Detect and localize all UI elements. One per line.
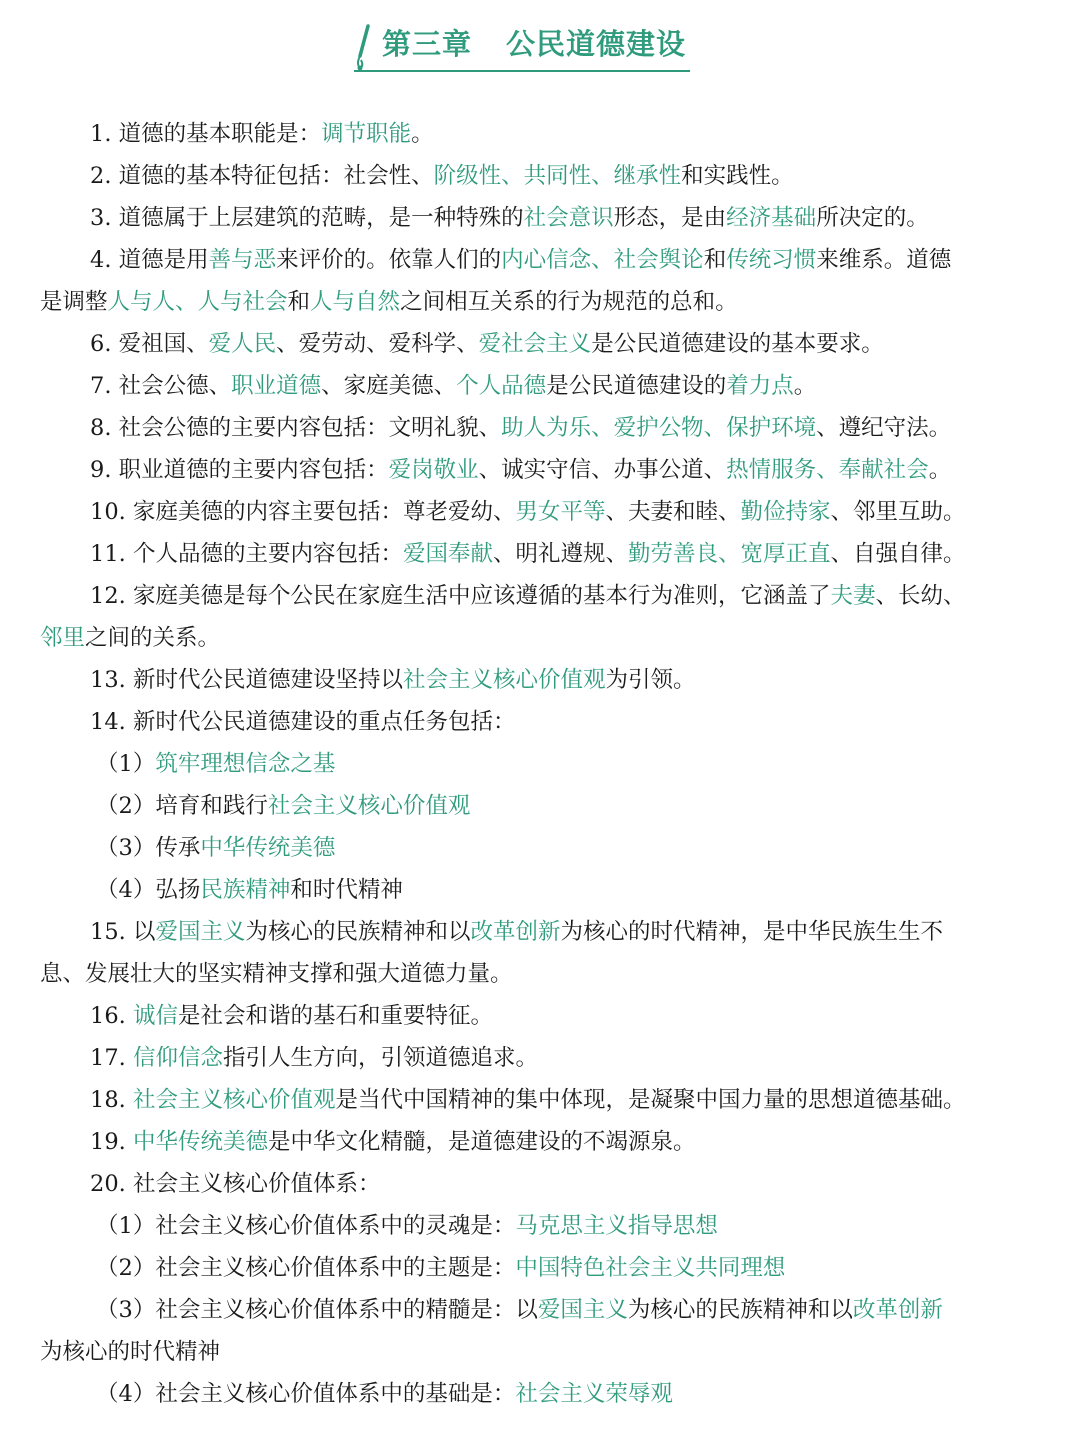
item-text: 为引领。 [605, 667, 696, 693]
list-item [40, 239, 1035, 281]
item-text: 所决定的。 [816, 205, 929, 231]
item-text: 形态，是由 [613, 205, 727, 231]
item-text: 以 [132, 919, 156, 945]
item-text: 爱祖国、 [118, 331, 209, 357]
highlight-term: 改革创新 [852, 1297, 943, 1323]
item-number: 10. [90, 499, 133, 525]
item-text: 、诚实守信、办事公道、 [478, 457, 727, 483]
chapter-name: 公民道德建设 [506, 27, 687, 61]
item-text: 为核心的时代精神 [40, 1339, 221, 1365]
item-text: 弘扬 [155, 877, 201, 903]
item-text: 之间相互关系的行为规范的总和。 [400, 289, 738, 315]
item-number: 16. [90, 1003, 133, 1029]
list-item [40, 533, 1035, 575]
list-item-continuation [40, 1331, 1035, 1373]
item-number: 12. [90, 583, 133, 609]
item-text: 社会主义核心价值体系： [132, 1171, 381, 1197]
highlight-term: 调节职能 [321, 121, 412, 147]
highlight-term: 爱国奉献 [402, 541, 493, 567]
highlight-term: 中国特色社会主义共同理想 [515, 1255, 786, 1281]
item-text: 是社会和谐的基石和重要特征。 [177, 1003, 493, 1029]
item-number: 19. [90, 1129, 133, 1155]
title-underline [354, 70, 690, 72]
item-number: 4. [90, 247, 119, 273]
highlight-term: 善与恶 [208, 247, 277, 273]
item-number: 1. [90, 121, 119, 147]
list-item [40, 197, 1035, 239]
highlight-term: 诚信 [132, 1003, 178, 1029]
highlight-term: 爱人民 [208, 331, 277, 357]
item-text: 来维系。道德 [816, 247, 952, 273]
highlight-term: 爱国主义 [155, 919, 246, 945]
highlight-term: 爱国主义 [537, 1297, 628, 1323]
highlight-term: 筑牢理想信念之基 [155, 751, 336, 777]
highlight-term: 中华传统美德 [132, 1129, 268, 1155]
item-text: 培育和践行 [155, 793, 268, 819]
item-text: 是公民道德建设的基本要求。 [591, 331, 884, 357]
highlight-term: 信仰信念 [132, 1045, 223, 1071]
item-text: 职业道德的主要内容包括： [118, 457, 389, 483]
item-number: 9. [90, 457, 119, 483]
highlight-term: 社会意识 [523, 205, 614, 231]
item-number: 15. [90, 919, 133, 945]
item-text: 。 [928, 457, 952, 483]
list-subitem [40, 743, 1035, 785]
chapter-header [348, 18, 690, 72]
item-number: （1） [96, 751, 156, 777]
highlight-term: 内心信念、社会舆论 [501, 247, 704, 273]
highlight-term: 热情服务、奉献社会 [726, 457, 929, 483]
list-item [40, 1121, 1035, 1163]
highlight-term: 民族精神 [200, 877, 291, 903]
highlight-term: 爱岗敬业 [388, 457, 479, 483]
list-subitem [40, 1247, 1035, 1289]
highlight-term: 马克思主义指导思想 [515, 1213, 718, 1239]
chapter-number: 第三章 [382, 27, 473, 61]
list-item [40, 995, 1035, 1037]
highlight-term: 改革创新 [470, 919, 561, 945]
highlight-term: 社会主义核心价值观 [132, 1087, 336, 1113]
item-text: 、家庭美德、 [321, 373, 457, 399]
list-item [40, 323, 1035, 365]
item-text: 道德的基本职能是： [118, 121, 322, 147]
list-item [40, 1079, 1035, 1121]
item-number: 13. [90, 667, 133, 693]
item-text: 道德的基本特征包括：社会性、 [118, 163, 434, 189]
item-text: 息、发展壮大的坚实精神支撑和强大道德力量。 [40, 961, 513, 987]
item-text: 来评价的。依靠人们的 [276, 247, 502, 273]
knowledge-list [40, 113, 1035, 1415]
highlight-term: 社会主义核心价值观 [402, 667, 606, 693]
list-item [40, 365, 1035, 407]
item-text: 之间的关系。 [85, 625, 221, 651]
item-text: 、爱劳动、爱科学、 [276, 331, 479, 357]
item-text: 社会主义核心价值体系中的主题是： [155, 1255, 516, 1281]
list-item [40, 911, 1035, 953]
item-text: 和 [287, 289, 311, 315]
item-number: 14. [90, 709, 133, 735]
item-number: 3. [90, 205, 119, 231]
item-text: 和 [703, 247, 727, 273]
item-number: （1） [96, 1213, 156, 1239]
item-number: 11. [90, 541, 133, 567]
item-number: 6. [90, 331, 119, 357]
item-text: 个人品德的主要内容包括： [132, 541, 403, 567]
highlight-term: 着力点 [726, 373, 794, 399]
item-number: （2） [96, 1255, 156, 1281]
item-text: 、邻里互助。 [830, 499, 966, 525]
highlight-term: 传统习惯 [726, 247, 817, 273]
highlight-term: 阶级性、共同性、继承性 [433, 163, 682, 189]
item-text: 为核心的民族精神和以 [627, 1297, 853, 1323]
highlight-term: 经济基础 [726, 205, 817, 231]
item-text: 是调整 [40, 289, 108, 315]
item-number: （4） [96, 877, 156, 903]
list-item [40, 155, 1035, 197]
item-number: 20. [90, 1171, 133, 1197]
highlight-term: 职业道德 [231, 373, 322, 399]
highlight-term: 人与自然 [310, 289, 401, 315]
list-item [40, 449, 1035, 491]
item-text: 道德属于上层建筑的范畴，是一种特殊的 [118, 205, 524, 231]
item-number: （4） [96, 1381, 156, 1407]
item-text: 、夫妻和睦、 [605, 499, 741, 525]
item-text: 传承 [155, 835, 201, 861]
item-text: 社会公德的主要内容包括：文明礼貌、 [118, 415, 502, 441]
list-item-continuation [40, 953, 1035, 995]
highlight-term: 夫妻 [830, 583, 876, 609]
item-text: 、遵纪守法。 [816, 415, 952, 441]
chapter-title [382, 22, 686, 63]
highlight-term: 社会主义核心价值观 [267, 793, 471, 819]
highlight-term: 爱社会主义 [478, 331, 592, 357]
item-text: 和时代精神 [290, 877, 403, 903]
highlight-term: 个人品德 [456, 373, 547, 399]
item-text: 道德是用 [118, 247, 209, 273]
highlight-term: 勤俭持家 [740, 499, 831, 525]
list-subitem [40, 785, 1035, 827]
highlight-term: 男女平等 [515, 499, 606, 525]
item-text: 是中华文化精髓，是道德建设的不竭源泉。 [267, 1129, 696, 1155]
item-number: （2） [96, 793, 156, 819]
highlight-term: 中华传统美德 [200, 835, 336, 861]
list-item [40, 1163, 1035, 1205]
list-subitem [40, 827, 1035, 869]
highlight-term: 邻里 [40, 625, 86, 651]
item-text: 家庭美德是每个公民在家庭生活中应该遵循的基本行为准则，它涵盖了 [132, 583, 831, 609]
item-text: 家庭美德的内容主要包括：尊老爱幼、 [132, 499, 516, 525]
list-item [40, 1037, 1035, 1079]
item-number: （3） [96, 835, 156, 861]
item-text: 、长幼、 [875, 583, 966, 609]
item-text: 为核心的时代精神，是中华民族生生不 [560, 919, 944, 945]
list-item-continuation [40, 617, 1035, 659]
pen-icon [348, 22, 378, 72]
list-item [40, 407, 1035, 449]
item-number: 7. [90, 373, 119, 399]
list-item [40, 575, 1035, 617]
list-item [40, 659, 1035, 701]
list-item [40, 701, 1035, 743]
item-text: 为核心的民族精神和以 [245, 919, 471, 945]
item-number: 17. [90, 1045, 133, 1071]
item-text: 社会主义核心价值体系中的灵魂是： [155, 1213, 516, 1239]
highlight-term: 人与人、人与社会 [107, 289, 288, 315]
highlight-term: 勤劳善良、宽厚正直 [627, 541, 831, 567]
highlight-term: 助人为乐、爱护公物、保护环境 [501, 415, 817, 441]
item-text: 。 [793, 373, 817, 399]
item-text: 社会公德、 [118, 373, 232, 399]
item-text: 新时代公民道德建设坚持以 [132, 667, 403, 693]
item-text: 是当代中国精神的集中体现，是凝聚中国力量的思想道德基础。 [335, 1087, 966, 1113]
list-subitem [40, 1205, 1035, 1247]
item-text: 。 [411, 121, 434, 147]
item-number: 18. [90, 1087, 133, 1113]
list-subitem [40, 869, 1035, 911]
item-text: 、明礼遵规、 [492, 541, 628, 567]
item-text: 是公民道德建设的 [546, 373, 727, 399]
highlight-term: 社会主义荣辱观 [515, 1381, 673, 1407]
item-text: 社会主义核心价值体系中的基础是： [155, 1381, 516, 1407]
item-text: 指引人生方向，引领道德追求。 [222, 1045, 538, 1071]
list-item [40, 491, 1035, 533]
item-text: 、自强自律。 [830, 541, 966, 567]
item-text: 新时代公民道德建设的重点任务包括： [132, 709, 516, 735]
item-number: 2. [90, 163, 119, 189]
list-subitem [40, 1373, 1035, 1415]
item-number: （3） [96, 1297, 156, 1323]
item-number: 8. [90, 415, 119, 441]
list-subitem [40, 1289, 1035, 1331]
list-item [40, 113, 1035, 155]
item-text: 社会主义核心价值体系中的精髓是：以 [155, 1297, 538, 1323]
item-text: 和实践性。 [681, 163, 794, 189]
list-item-continuation [40, 281, 1035, 323]
